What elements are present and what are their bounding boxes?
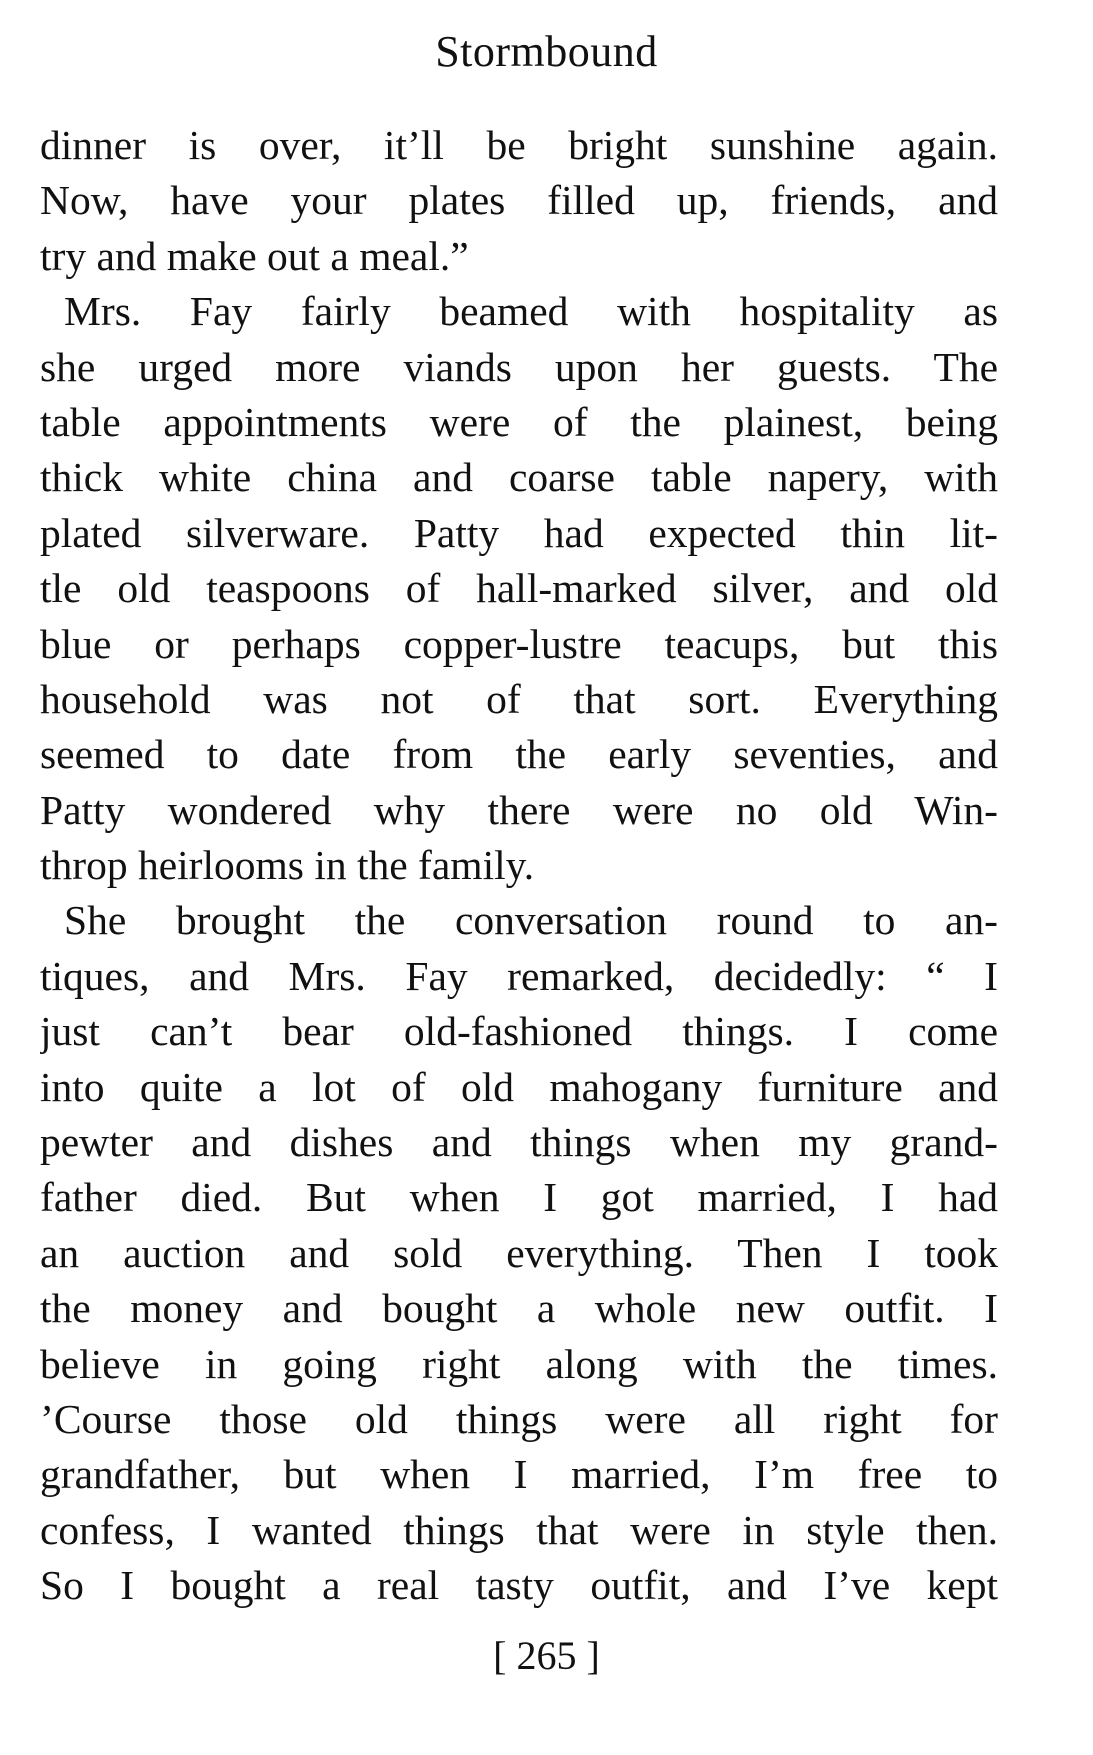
text-line: Mrs. Fay fairly beamed with hospitality as [64,288,998,335]
body-text [40,118,998,1614]
text-line: So I bought a real tasty outfit, and I’ve kept [40,1562,998,1609]
text-line: She brought the conversation round to an- [64,897,998,944]
text-line: she urged more viands upon her guests. The [40,343,998,390]
text-line: pewter and dishes and things when my grand- [40,1119,998,1166]
text-line: dinner is over, it’ll be bright sunshine again. [40,122,998,168]
text-line: try and make out a meal.” [40,232,469,279]
text-line: table appointments were of the plainest, being [40,398,998,445]
page-number: [ 265 ] [493,1633,600,1678]
text-line: tle old teaspoons of hall-marked silver, and old [40,565,998,612]
text-line: thick white china and coarse table napery, with [40,454,998,501]
text-line: seemed to date from the early seventies, and [40,731,998,778]
text-line: father died. But when I got married, I had [40,1174,998,1221]
text-line: grandfather, but when I married, I’m free to [40,1451,998,1498]
text-line: tiques, and Mrs. Fay remarked, decidedly: “ I [40,952,998,999]
text-line: throp heirlooms in the family. [40,842,535,889]
text-line: into quite a lot of old mahogany furniture and [40,1063,998,1110]
text-line: Now, have your plates filled up, friends, and [40,177,998,224]
text-line: household was not of that sort. Everything [40,675,998,722]
text-line: ’Course those old things were all right for [40,1395,998,1442]
running-head: Stormbound [435,27,658,76]
text-line: just can’t bear old-fashioned things. I come [40,1008,998,1055]
text-line: believe in going right along with the times. [40,1340,998,1387]
text-line: plated silverware. Patty had expected thin lit- [40,509,998,556]
text-line: an auction and sold everything. Then I took [40,1229,998,1276]
text-line: the money and bought a whole new outfit. I [40,1285,998,1332]
text-line: Patty wondered why there were no old Win- [40,786,998,833]
text-line: blue or perhaps copper-lustre teacups, but this [40,620,998,667]
text-line: confess, I wanted things that were in style then. [40,1506,998,1553]
